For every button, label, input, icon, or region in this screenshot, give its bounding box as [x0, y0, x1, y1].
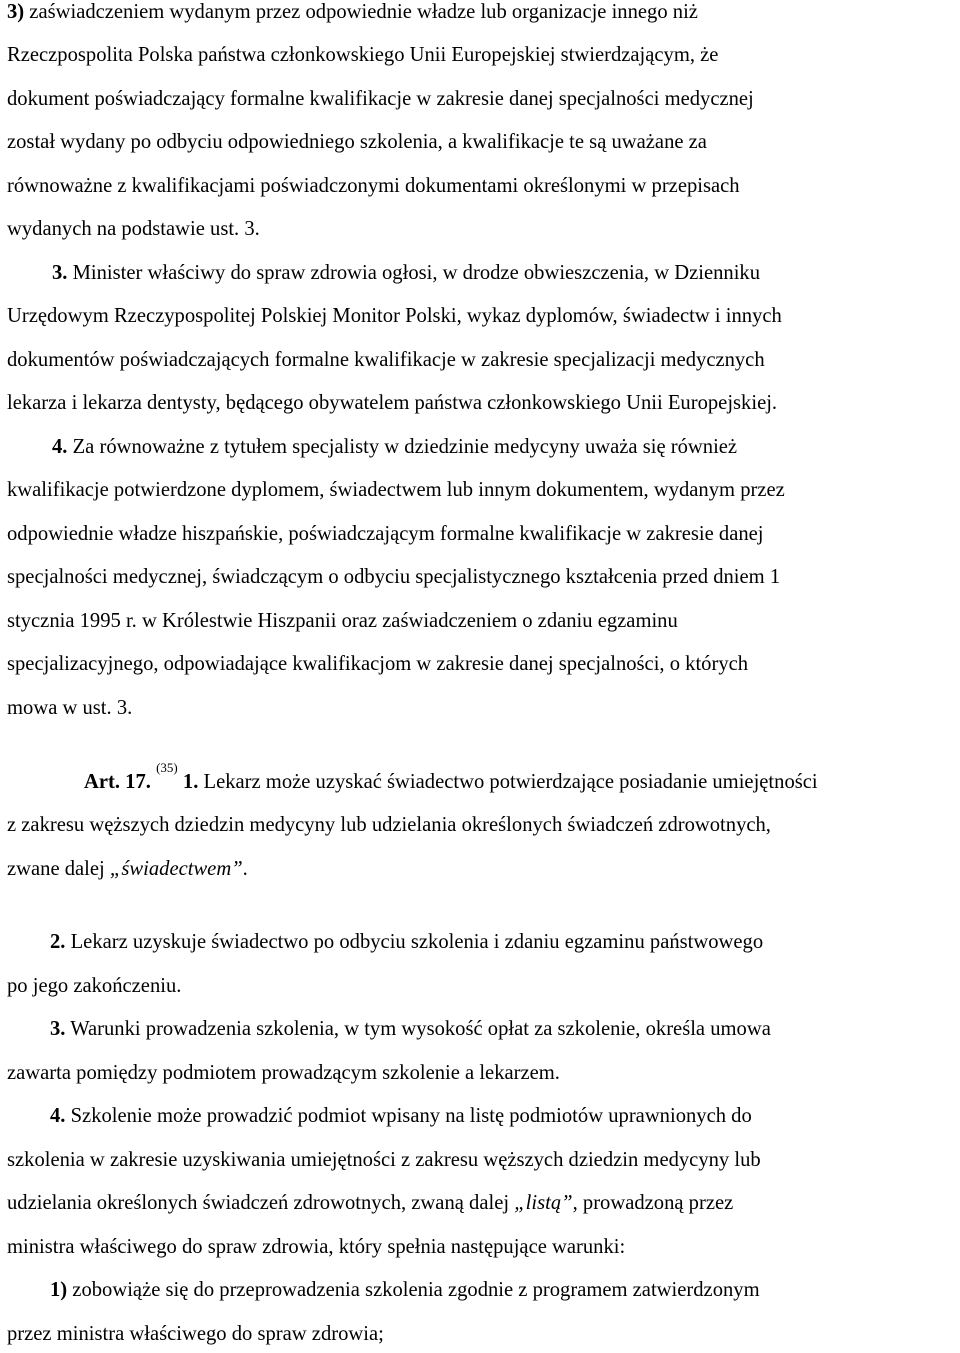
- text-line: zawarta pomiędzy podmiotem prowadzącym szkolenie a lekarzem.: [7, 1062, 560, 1084]
- text-line: udzielania określonych świadczeń zdrowotnych, zwaną dalej „listą”, prowadzoną przez: [7, 1192, 734, 1214]
- text-line: specjalizacyjnego, odpowiadające kwalifikacjom w zakresie danej specjalności, o których: [7, 653, 749, 675]
- item-number: 3): [7, 1, 25, 23]
- text-line: zwane dalej „świadectwem”.: [7, 858, 248, 880]
- paragraph-number: 3.: [50, 1018, 66, 1040]
- text-line: Rzeczpospolita Polska państwa członkowskiego Unii Europejskiej stwierdzającym, że: [7, 44, 719, 66]
- paragraph-number: 1.: [182, 771, 199, 793]
- text-line: specjalności medycznej, świadczącym o odbyciu specjalistycznego kształcenia przed dniem 1: [7, 566, 781, 588]
- text-line: 4. Szkolenie może prowadzić podmiot wpisany na listę podmiotów uprawnionych do: [50, 1105, 752, 1127]
- text-line: 4. Za równoważne z tytułem specjalisty w dziedzinie medycyny uważa się również: [52, 436, 738, 458]
- text-line: szkolenia w zakresie uzyskiwania umiejętności z zakresu węższych dziedzin medycyny lub: [7, 1149, 761, 1171]
- text-line: dokumentów poświadczających formalne kwalifikacje w zakresie specjalizacji medycznych: [7, 349, 765, 371]
- text-line: kwalifikacje potwierdzone dyplomem, świadectwem lub innym dokumentem, wydanym przez: [7, 479, 785, 501]
- item-number: 1): [50, 1279, 68, 1301]
- text-line: stycznia 1995 r. w Królestwie Hiszpanii oraz zaświadczeniem o zdaniu egzaminu: [7, 610, 678, 632]
- text-line: z zakresu węższych dziedzin medycyny lub udzielania określonych świadczeń zdrowotnych,: [7, 814, 771, 836]
- text-line: po jego zakończeniu.: [7, 975, 182, 997]
- paragraph-number: 3.: [52, 262, 68, 284]
- text-line: lekarza i lekarza dentysty, będącego obywatelem państwa członkowskiego Unii Europejskiej.: [7, 392, 778, 414]
- text-line: wydanych na podstawie ust. 3.: [7, 218, 260, 240]
- text-line: Urzędowym Rzeczypospolitej Polskiej Monitor Polski, wykaz dyplomów, świadectw i innych: [7, 305, 782, 327]
- text-line: 1) zobowiąże się do przeprowadzenia szkolenia zgodnie z programem zatwierdzonym: [50, 1279, 760, 1301]
- article-label: Art. 17.: [84, 771, 151, 793]
- text-line: 3. Warunki prowadzenia szkolenia, w tym wysokość opłat za szkolenie, określa umowa: [50, 1018, 771, 1040]
- defined-term: „listą”: [514, 1192, 573, 1214]
- text-line: równoważne z kwalifikacjami poświadczonymi dokumentami określonymi w przepisach: [7, 175, 740, 197]
- footnote-marker: (35): [156, 760, 178, 775]
- paragraph-number: 4.: [52, 436, 68, 458]
- text-line: 3) zaświadczeniem wydanym przez odpowiednie władze lub organizacje innego niż: [7, 1, 698, 23]
- text-line: mowa w ust. 3.: [7, 697, 133, 719]
- text-line: został wydany po odbyciu odpowiedniego szkolenia, a kwalifikacje te są uważane za: [7, 131, 707, 153]
- text-line: dokument poświadczający formalne kwalifikacje w zakresie danej specjalności medycznej: [7, 88, 754, 110]
- text-line: odpowiednie władze hiszpańskie, poświadczającym formalne kwalifikacje w zakresie danej: [7, 523, 764, 545]
- paragraph-number: 2.: [50, 931, 66, 953]
- article-heading-line: Art. 17. $^{(35)}$ 1. Lekarz może uzyskać świadectwo potwierdzające posiadanie umiejętności: [84, 760, 818, 793]
- paragraph-number: 4.: [50, 1105, 66, 1127]
- text-line: ministra właściwego do spraw zdrowia, który spełnia następujące warunki:: [7, 1236, 626, 1258]
- text-line: 2. Lekarz uzyskuje świadectwo po odbyciu szkolenia i zdaniu egzaminu państwowego: [50, 931, 764, 953]
- defined-term: „świadectwem”: [109, 858, 243, 880]
- text-line: przez ministra właściwego do spraw zdrowia;: [7, 1323, 384, 1345]
- text-line: 3. Minister właściwy do spraw zdrowia ogłosi, w drodze obwieszczenia, w Dzienniku: [52, 262, 761, 284]
